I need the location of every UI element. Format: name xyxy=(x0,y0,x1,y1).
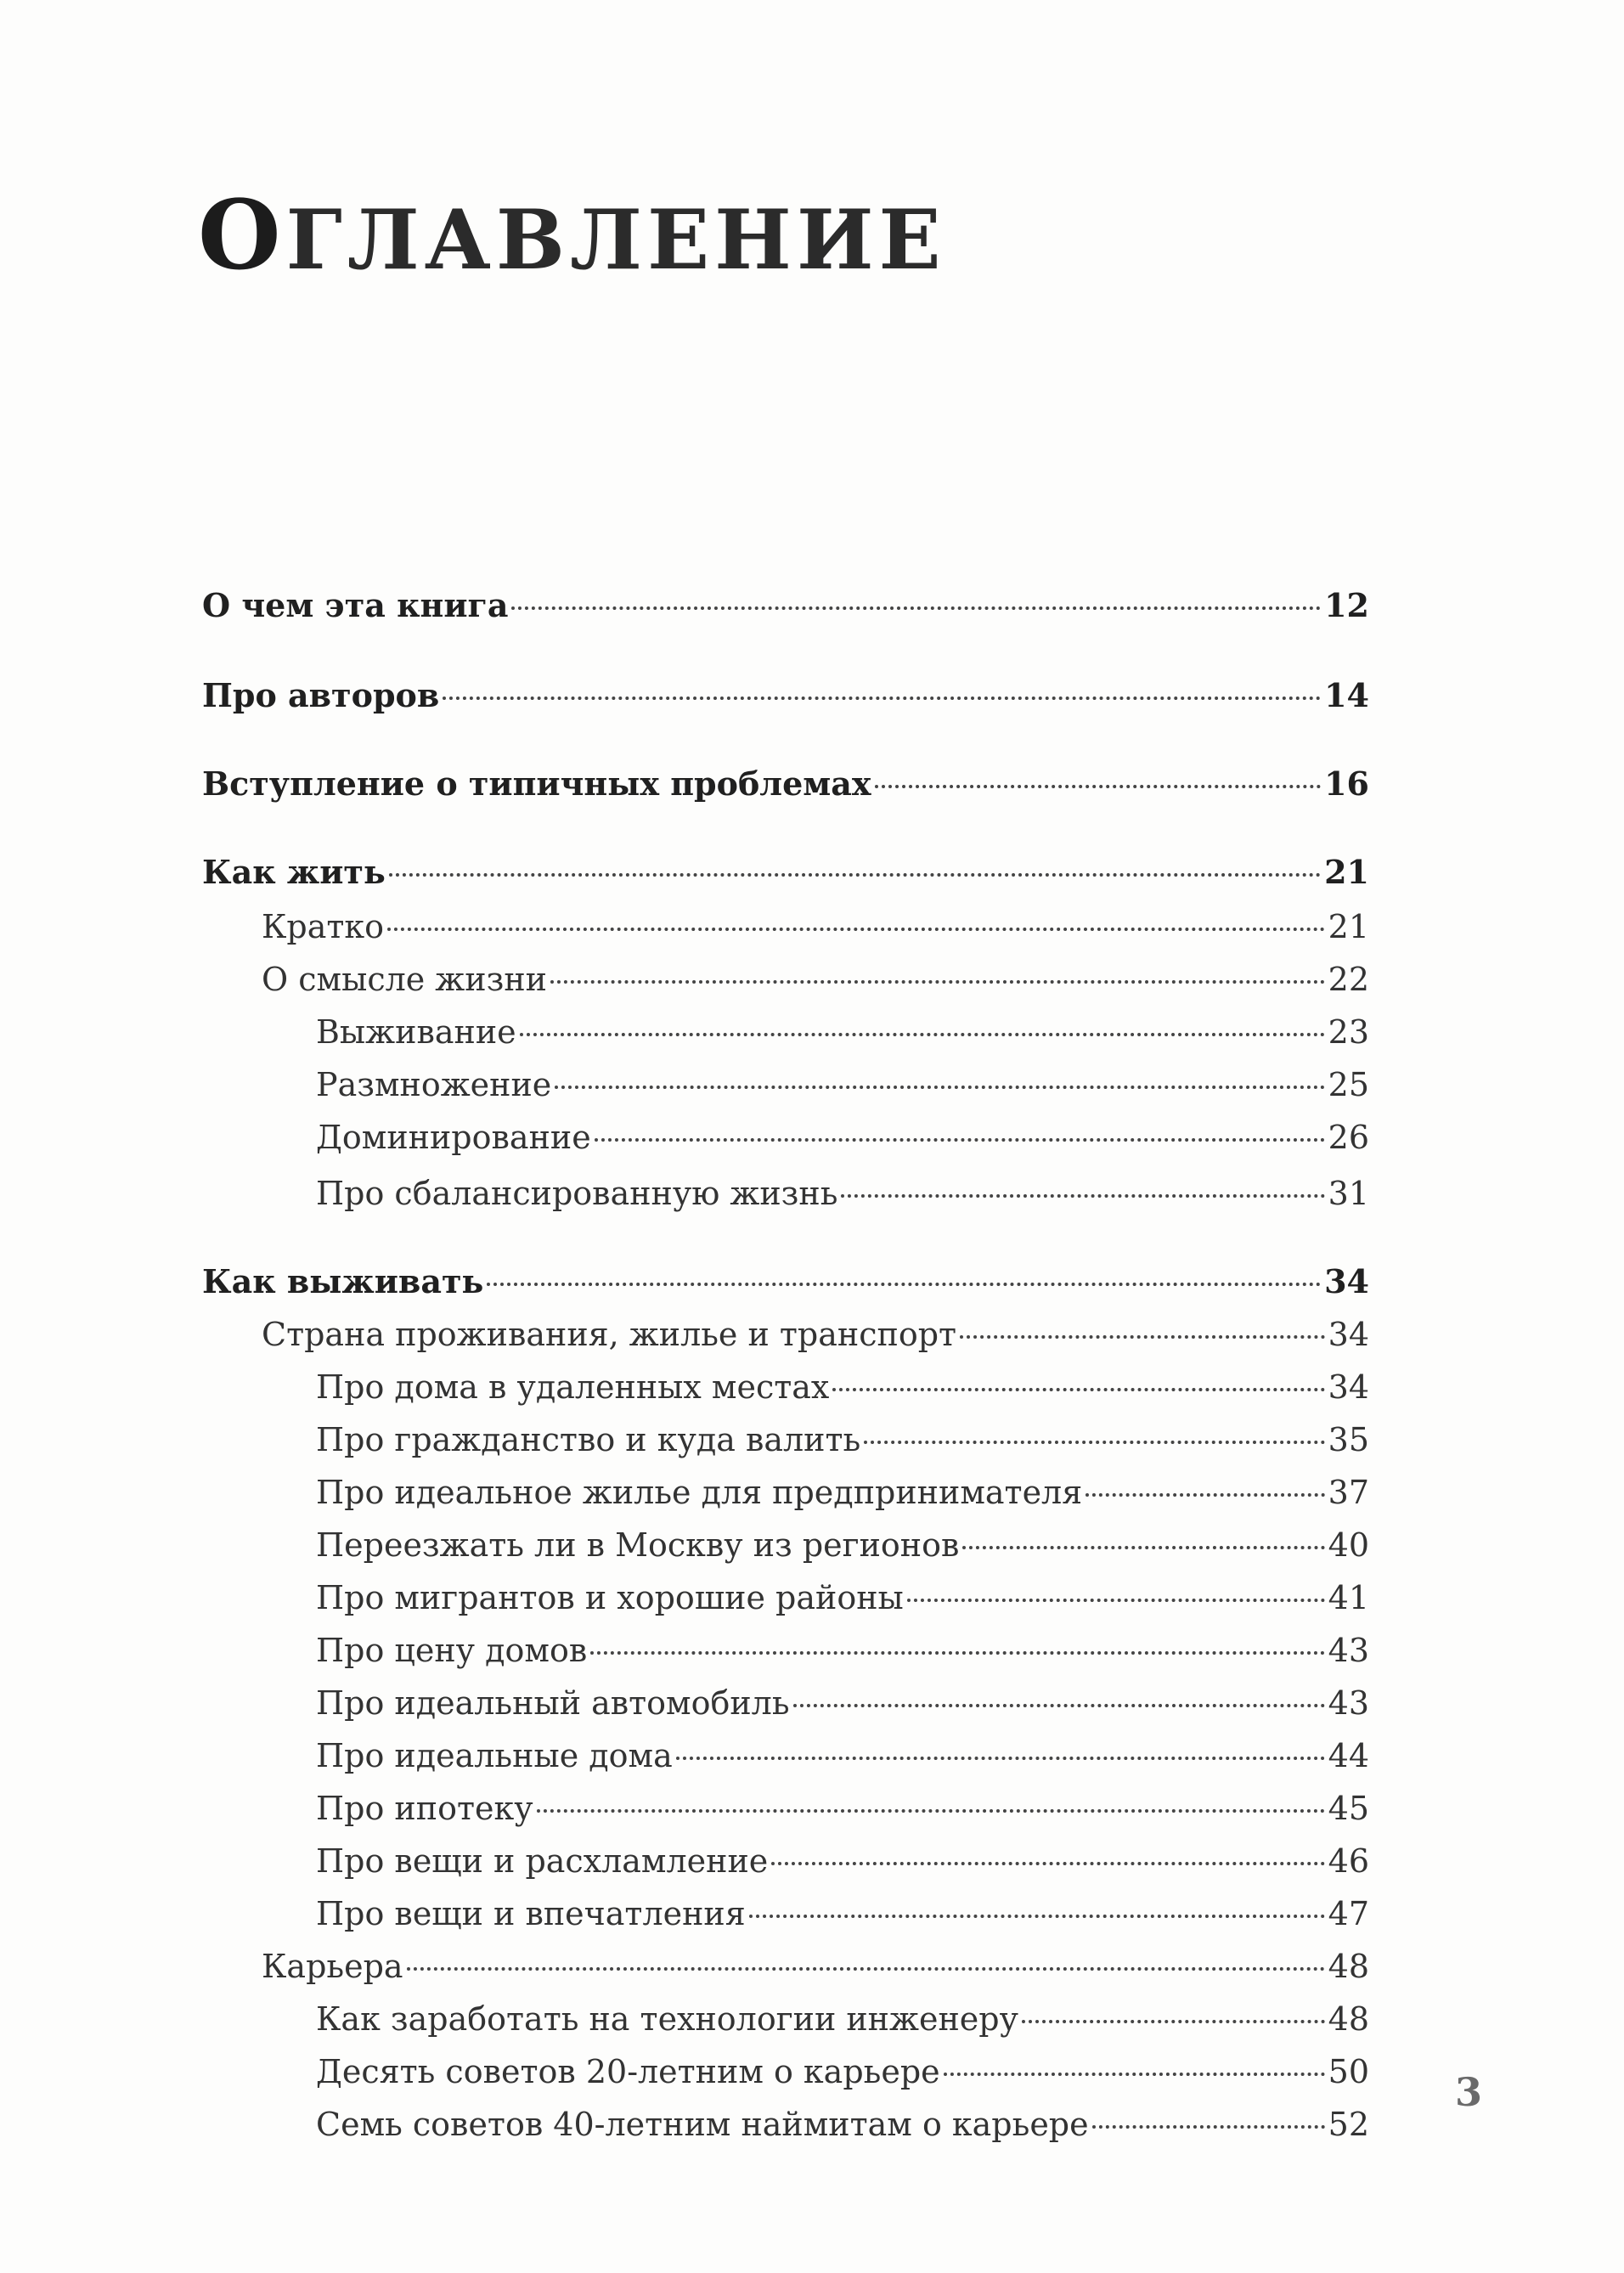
toc-entry-title: Про вещи и расхламление xyxy=(316,1842,769,1880)
dot-leader xyxy=(907,1599,1325,1602)
toc-entry-page: 37 xyxy=(1328,1474,1369,1511)
dot-leader xyxy=(1022,2020,1325,2023)
dot-leader xyxy=(875,785,1322,788)
toc-entry xyxy=(316,1578,1369,1617)
dot-leader xyxy=(960,1335,1325,1339)
dot-leader xyxy=(1085,1493,1324,1497)
toc-entry xyxy=(316,1065,1369,1104)
toc-entry-page: 31 xyxy=(1328,1175,1369,1212)
dot-leader xyxy=(1092,2125,1325,2129)
dot-leader xyxy=(864,1441,1324,1444)
toc-entry-title: Про мигрантов и хорошие районы xyxy=(316,1579,904,1616)
toc-entry xyxy=(316,1012,1369,1052)
toc-entry-title: Переезжать ли в Москву из регионов xyxy=(316,1526,960,1564)
toc-entry xyxy=(262,907,1369,946)
toc-entry xyxy=(316,1631,1369,1670)
toc-entry-page: 35 xyxy=(1328,1421,1369,1458)
toc-entry-title: Про авторов xyxy=(202,676,440,714)
toc-entry xyxy=(316,1174,1369,1213)
toc-entry-title: Про ипотеку xyxy=(316,1790,533,1827)
toc-entry xyxy=(316,1789,1369,1828)
toc-entry-page: 48 xyxy=(1328,2000,1369,2038)
toc-entry-page: 14 xyxy=(1324,676,1369,714)
toc-entry xyxy=(316,1368,1369,1407)
toc-entry xyxy=(316,1736,1369,1775)
toc-entry xyxy=(316,1999,1369,2039)
toc-entry xyxy=(202,586,1369,625)
dot-leader xyxy=(590,1651,1324,1655)
toc-entry-title: Доминирование xyxy=(316,1119,591,1156)
toc-entry-title: Десять советов 20-летним о карьере xyxy=(316,2053,940,2090)
toc-entry-page: 40 xyxy=(1328,1526,1369,1564)
toc-entry-page: 50 xyxy=(1328,2053,1369,2090)
toc-entry-page: 23 xyxy=(1328,1013,1369,1051)
toc-entry-page: 26 xyxy=(1328,1119,1369,1156)
dot-leader xyxy=(443,697,1321,700)
toc-entry xyxy=(262,1947,1369,1986)
toc-entry-page: 21 xyxy=(1328,908,1369,945)
toc-entry-title: Карьера xyxy=(262,1948,403,1985)
toc-entry-page: 43 xyxy=(1328,1632,1369,1669)
toc-entry-page: 45 xyxy=(1328,1790,1369,1827)
toc-entry-page: 46 xyxy=(1328,1842,1369,1880)
dot-leader xyxy=(407,1967,1325,1971)
toc-entry-title: Как заработать на технологии инженеру xyxy=(316,2000,1018,2038)
dot-leader xyxy=(749,1915,1325,1918)
dot-leader xyxy=(387,928,1325,931)
toc-entry-page: 21 xyxy=(1324,853,1369,891)
title-rest: ГЛАВЛЕНИЕ xyxy=(285,192,946,288)
toc-entry xyxy=(316,2105,1369,2144)
toc-entry xyxy=(316,1894,1369,1933)
toc-entry-page: 12 xyxy=(1324,586,1369,624)
toc-entry-title: Размножение xyxy=(316,1066,552,1103)
toc-entry-page: 48 xyxy=(1328,1948,1369,1985)
toc-entry-title: Семь советов 40-летним наймитам о карьере xyxy=(316,2106,1089,2143)
toc-entry-title: Про сбалансированную жизнь xyxy=(316,1175,838,1212)
toc-entry-page: 34 xyxy=(1324,1262,1369,1300)
dot-leader xyxy=(487,1283,1321,1286)
toc-entry-title: Как жить xyxy=(202,853,386,891)
page-number: 3 xyxy=(1455,2069,1483,2115)
toc-entry-page: 52 xyxy=(1328,2106,1369,2143)
toc-entry-title: Про дома в удаленных местах xyxy=(316,1368,830,1406)
dot-leader xyxy=(832,1388,1324,1391)
toc-entry xyxy=(316,1118,1369,1157)
dot-leader xyxy=(550,980,1325,984)
toc-entry-title: Про идеальное жилье для предпринимателя xyxy=(316,1474,1083,1511)
dot-leader xyxy=(944,2073,1325,2076)
toc-entry xyxy=(316,1420,1369,1459)
toc-entry-page: 34 xyxy=(1328,1316,1369,1353)
toc-entry xyxy=(316,1842,1369,1881)
toc-entry-title: Как выживать xyxy=(202,1262,484,1300)
toc-entry-page: 41 xyxy=(1328,1579,1369,1616)
dot-leader xyxy=(676,1757,1325,1760)
dot-leader xyxy=(841,1194,1324,1198)
dot-leader xyxy=(793,1704,1325,1707)
dot-leader xyxy=(389,873,1321,877)
toc-entry xyxy=(262,960,1369,999)
dot-leader xyxy=(520,1033,1325,1036)
dot-leader xyxy=(511,606,1321,610)
toc-entry xyxy=(316,1684,1369,1723)
toc-entry-page: 16 xyxy=(1324,764,1369,803)
toc-entry-title: Про цену домов xyxy=(316,1632,588,1669)
toc-entry xyxy=(202,764,1369,804)
toc-entry-title: О смысле жизни xyxy=(262,961,547,998)
toc-entry-title: Выживание xyxy=(316,1013,516,1051)
toc-entry-page: 43 xyxy=(1328,1684,1369,1722)
dot-leader xyxy=(555,1086,1324,1089)
dot-leader xyxy=(595,1138,1325,1142)
toc-entry-page: 44 xyxy=(1328,1737,1369,1774)
toc-entry xyxy=(316,1526,1369,1565)
dot-leader xyxy=(771,1862,1324,1865)
toc-entry-title: Кратко xyxy=(262,908,385,945)
toc-entry-page: 22 xyxy=(1328,961,1369,998)
toc-entry-page: 47 xyxy=(1328,1895,1369,1932)
toc-entry-page: 34 xyxy=(1328,1368,1369,1406)
dot-leader xyxy=(537,1809,1325,1813)
title-initial: О xyxy=(198,180,286,291)
toc-entry-page: 25 xyxy=(1328,1066,1369,1103)
toc-entry-title: Про идеальные дома xyxy=(316,1737,673,1774)
toc-entry-title: Вступление о типичных проблемах xyxy=(202,764,871,803)
toc-entry-title: Про идеальный автомобиль xyxy=(316,1684,790,1722)
toc-entry xyxy=(202,1262,1369,1301)
toc-entry-title: Про вещи и впечатления xyxy=(316,1895,746,1932)
toc-entry xyxy=(316,1473,1369,1512)
toc-entry-title: Страна проживания, жилье и транспорт xyxy=(262,1316,957,1353)
toc-entry xyxy=(316,2052,1369,2091)
toc-entry xyxy=(202,853,1369,892)
dot-leader xyxy=(962,1546,1324,1549)
toc-entry-title: Про гражданство и куда валить xyxy=(316,1421,861,1458)
toc-entry-title: О чем эта книга xyxy=(202,586,509,624)
toc-entry xyxy=(202,676,1369,715)
toc-entry xyxy=(262,1315,1369,1354)
